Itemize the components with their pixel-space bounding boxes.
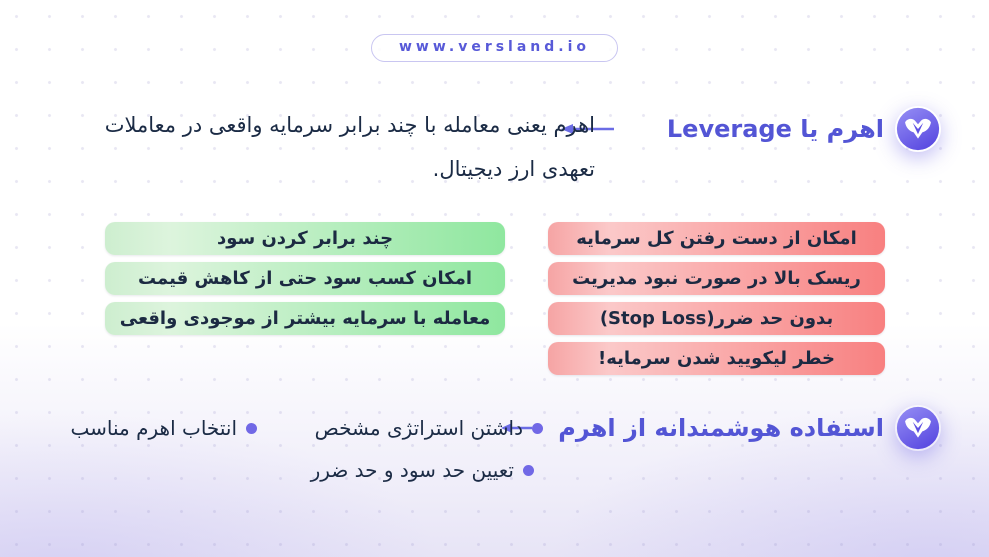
versland-logo-icon [895,405,941,451]
con-item: خطر لیکویید شدن سرمایه! [548,342,885,375]
pros-list [105,222,505,342]
tip-item [71,416,257,440]
leverage-heading-row [560,106,941,152]
bullet-dot-icon [523,465,534,476]
con-item: ریسک بالا در صورت نبود مدیریت [548,262,885,295]
smart-use-heading-row [500,405,941,451]
tip-item [315,416,543,440]
pro-item: معامله با سرمایه بیشتر از موجودی واقعی [105,302,505,335]
leverage-description: اهرم یعنی معامله با چند برابر سرمایه واقعی در معاملات تعهدی ارز دیجیتال. [104,113,595,181]
tip-label: انتخاب اهرم مناسب [70,416,237,440]
bullet-dot-icon [532,423,543,434]
leverage-section-title: اهرم یا Leverage [666,115,884,143]
tip-label: تعیین حد سود و حد ضرر [310,458,514,482]
tip-label: داشتن استراتژی مشخص [314,416,523,440]
con-item: امکان از دست رفتن کل سرمایه [548,222,885,255]
smart-use-section-title: استفاده هوشمندانه از اهرم [558,414,884,442]
tip-item [311,458,534,482]
versland-logo-icon [895,106,941,152]
website-url-badge[interactable]: www.versland.io [371,34,618,62]
cons-list [548,222,885,382]
bullet-dot-icon [246,423,257,434]
con-item: بدون حد ضرر(Stop Loss) [548,302,885,335]
pro-item: امکان کسب سود حتی از کاهش قیمت [105,262,505,295]
pro-item: چند برابر کردن سود [105,222,505,255]
